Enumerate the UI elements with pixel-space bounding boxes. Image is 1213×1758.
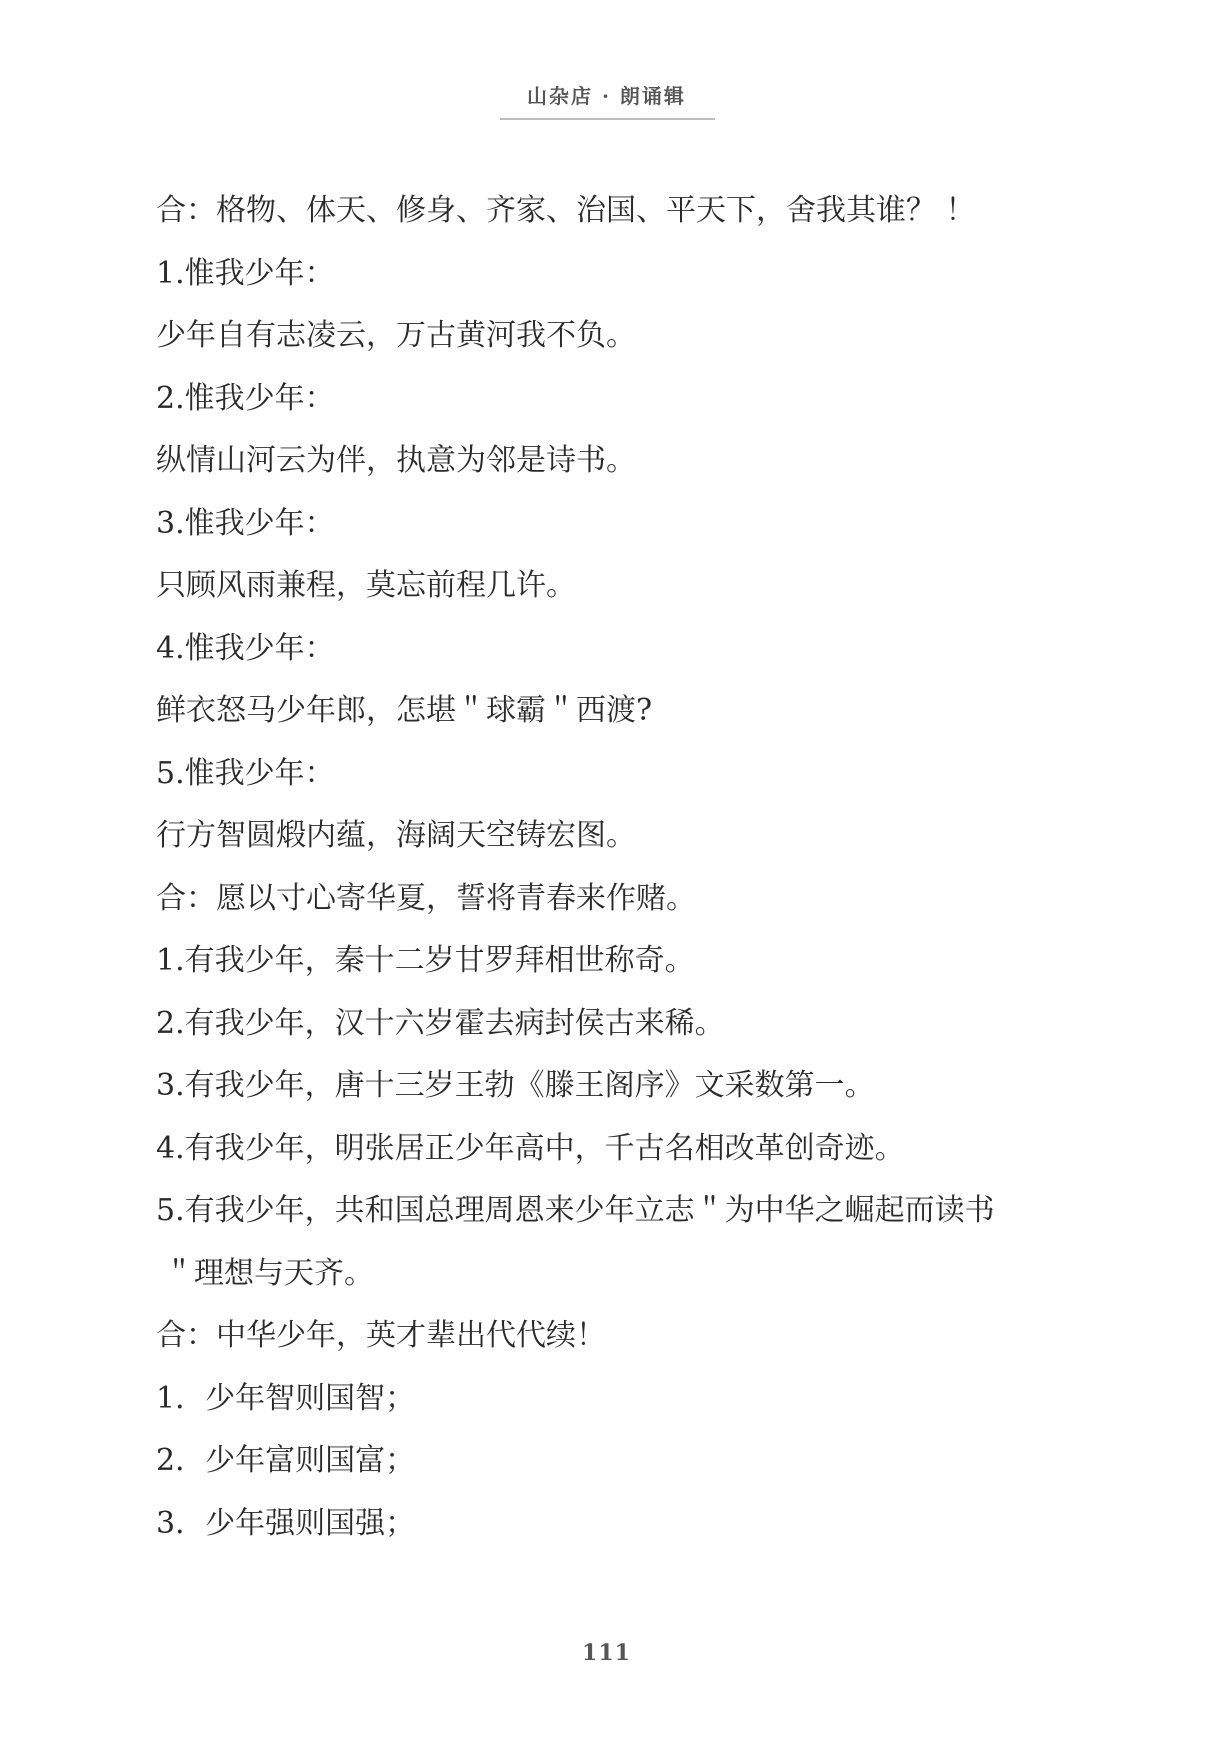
text-line: 合：格物、体天、修身、齐家、治国、平天下，舍我其谁？ ！ [156, 193, 976, 228]
text-line: 2.惟我少年： [156, 380, 335, 416]
text-line: 3.有我少年，唐十三岁王勃《滕王阁序》文采数第一。 [156, 1068, 875, 1103]
page-number: 111 [582, 1640, 631, 1666]
text-line: 只顾风雨兼程，莫忘前程几许。 [156, 568, 576, 603]
text-line: 3.惟我少年： [156, 505, 335, 541]
text-line: 5.有我少年，共和国总理周恩来少年立志＂为中华之崛起而读书 [156, 1193, 995, 1228]
text-line: 鲜衣怒马少年郎，怎堪＂球霸＂西渡? [156, 693, 653, 728]
text-line: 5.惟我少年： [156, 755, 335, 791]
text-line: 纵情山河云为伴，执意为邻是诗书。 [156, 443, 636, 478]
header-divider [500, 118, 715, 120]
poem-body [156, 180, 1076, 1555]
text-line: 3．少年强则国强； [156, 1505, 416, 1541]
text-line-continuation: ＂理想与天齐。 [164, 1255, 374, 1291]
text-line: 1．少年智则国智； [156, 1380, 416, 1416]
text-line: 1.惟我少年： [156, 255, 335, 291]
text-line: 2．少年富则国富； [156, 1443, 416, 1478]
text-line: 合：愿以寸心寄华夏，誓将青春来作赌。 [156, 880, 696, 916]
text-line: 2.有我少年，汉十六岁霍去病封侯古来稀。 [156, 1005, 725, 1041]
text-line: 少年自有志凌云，万古黄河我不负。 [156, 318, 636, 353]
text-line: 合：中华少年，英才辈出代代续！ [156, 1318, 606, 1353]
text-line: 4.惟我少年： [156, 630, 335, 666]
text-line: 4.有我少年，明张居正少年高中，千古名相改革创奇迹。 [156, 1130, 905, 1166]
text-line: 1.有我少年，秦十二岁甘罗拜相世称奇。 [156, 943, 695, 978]
text-line: 行方智圆煅内蕴，海阔天空铸宏图。 [156, 818, 636, 853]
running-header: 山杂店 · 朗诵辑 [527, 84, 686, 108]
